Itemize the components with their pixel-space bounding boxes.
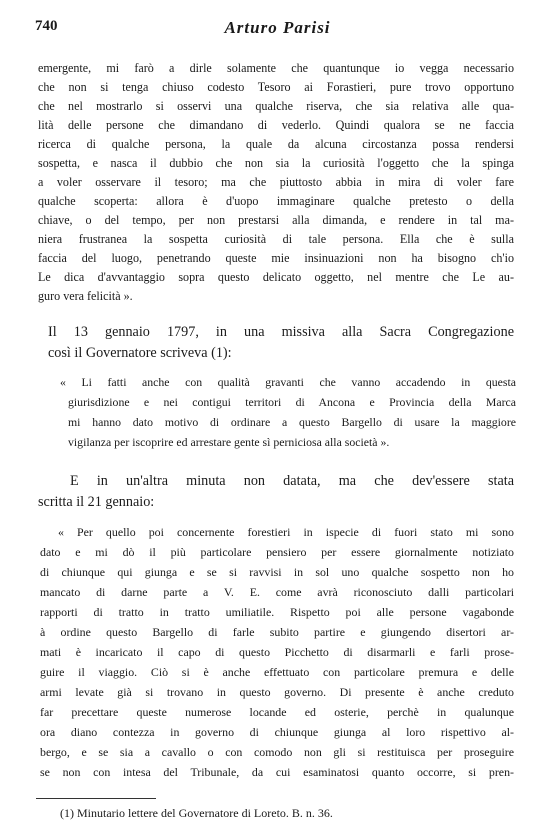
quote-line: « Per quello poi concernente forestieri in ispecie di fuori stato mi sono	[58, 525, 514, 539]
text-line: chiave, o del tempo, per non prestarsi alla dimanda, e rendere in tal ma-	[38, 213, 514, 227]
text-line: emergente, mi farò a dirle solamente che quantunque io vegga necessario	[38, 61, 514, 75]
text-line: ricerca di qualche persona, la quale da alcuna circostanza possa rendersi	[38, 137, 514, 151]
quote-line: di chiunque qui giunga e se si ravvisi in sol uno qualche sospetto non ho	[40, 565, 514, 579]
text-line: E in un'altra minuta non datata, ma che dev'essere stata	[70, 473, 514, 489]
running-head	[35, 18, 520, 40]
quote-line: far precettare queste numerose locande ed osterie, perchè in qualunque	[40, 705, 514, 719]
quote-line: rapporti di tratto in tratto umiliatile. Rispetto poi alle persone vagabonde	[40, 605, 514, 619]
quote-line: mi hanno dato motivo di ordinare a questo Bargello di usare la maggiore	[68, 415, 516, 429]
running-head-author: Arturo Parisi	[224, 18, 331, 37]
text-line: faccia del luogo, penetrando queste mie insinuazioni non ha bisogno ch'io	[38, 251, 514, 265]
quote-line: vigilanza per iscoprire ed arrestare gente sì perniciosa alla società ».	[68, 435, 390, 449]
footnote: (1) Minutario lettere del Governatore di Loreto. B. n. 36.	[60, 806, 333, 820]
text-line: a voler osservare il tesoro; ma che piuttosto abbia in mira di voler fare	[38, 175, 514, 189]
quote-line: giurisdizione e nei contigui territori di Ancona e Provincia della Marca	[68, 395, 516, 409]
text-line: che nel mostrarlo si osservi una qualche riserva, che sia relativa alle qua-	[38, 99, 514, 113]
text-line: lità delle persone che dimandano di vederlo. Quindi qualora se ne faccia	[38, 118, 514, 132]
text-line: che non si tenga chiuso codesto Tesoro ai Forastieri, pure trovo opportuno	[38, 80, 514, 94]
footnote-rule	[36, 798, 156, 799]
quote-line: bergo, e se sia a cavallo o con comodo non gli si restituisca per proseguire	[40, 745, 514, 759]
text-line: Le dica d'avvantaggio sopra questo delicato oggetto, nel mentre che Le au-	[38, 270, 514, 284]
quote-line: « Li fatti anche con qualità gravanti che vanno accadendo in questa	[60, 375, 516, 389]
quote-line: dato e mi dò il più particolare pensiero per essere giornalmente notiziato	[40, 545, 514, 559]
quote-line: guire il viaggio. Ciò si è anche effettuato con particolare premura e delle	[40, 665, 514, 679]
quote-line: mancato di darne parte a V. E. come avrà riconosciuto dalli particolari	[40, 585, 514, 599]
text-line: niera frustranea la sospetta curiosità di tale persona. Ella che è sulla	[38, 232, 514, 246]
text-line: Il 13 gennaio 1797, in una missiva alla Sacra Congregazione	[48, 324, 514, 340]
quote-line: se non con intesa del Tribunale, da cui esaminatosi quanto occorre, si pren-	[40, 765, 514, 779]
text-line: qualche scoperta: allora è d'uopo immaginare qualche pretesto o della	[38, 194, 514, 208]
text-line: sospetta, e nasca il dubbio che non sia la curiosità l'oggetto che la spinga	[38, 156, 514, 170]
text-line: così il Governatore scriveva (1):	[48, 345, 232, 361]
page-number: 740	[35, 18, 58, 34]
quote-line: mati è incaricato il capo di questo Picchetto di disarmarli e farli prose-	[40, 645, 514, 659]
quote-line: ora diano contezza in governo di chiunque giunga al loro rispettivo al-	[40, 725, 514, 739]
quote-line: à ordine questo Bargello di farle subito partire e giungendo disertori ar-	[40, 625, 514, 639]
text-line: guro vera felicità ».	[38, 289, 133, 303]
quote-line: armi levate già si trovano in questo governo. Di presente è anche creduto	[40, 685, 514, 699]
text-line: scritta il 21 gennaio:	[38, 494, 155, 510]
